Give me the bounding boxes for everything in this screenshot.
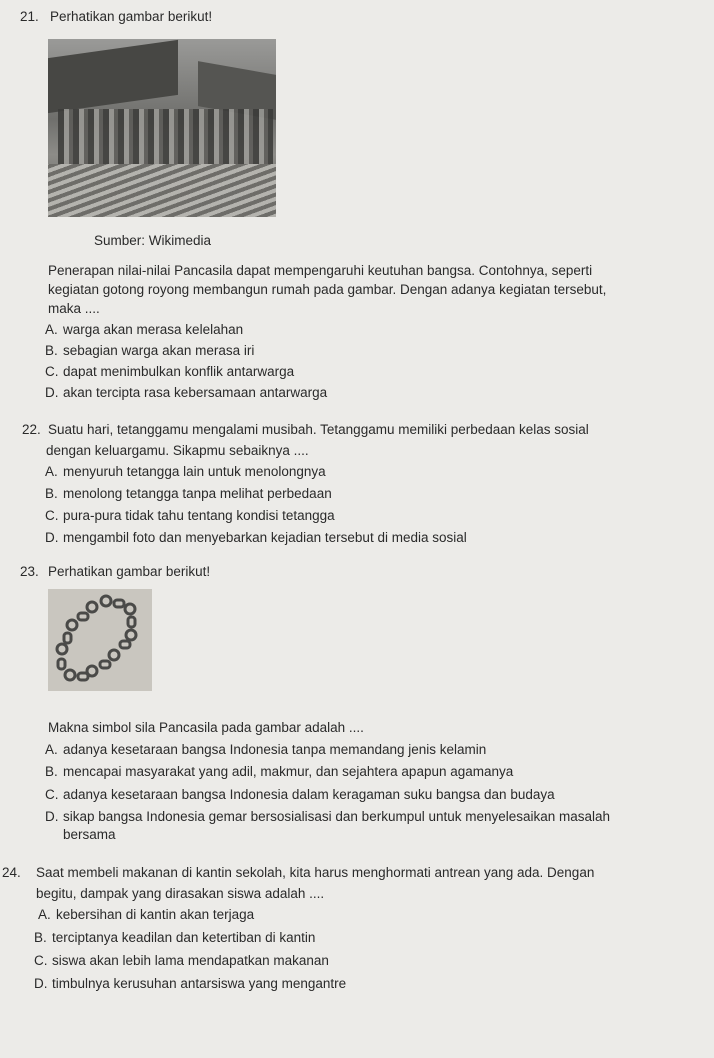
- q21-option-d-letter: D.: [45, 385, 59, 400]
- q21-option-b-letter: B.: [45, 343, 58, 358]
- q22-option-d-letter: D.: [45, 530, 59, 545]
- q24-stem-line2: begitu, dampak yang dirasakan siswa adalah ....: [36, 886, 325, 901]
- chain-emblem: [48, 589, 152, 691]
- q22-option-d[interactable]: [45, 529, 467, 546]
- q23-option-c[interactable]: [45, 786, 555, 803]
- q22-option-d-text: mengambil foto dan menyebarkan kejadian tersebut di media sosial: [63, 530, 467, 545]
- q22-stem-line2: dengan keluargamu. Sikapmu sebaiknya ....: [46, 443, 309, 458]
- q24-option-b-letter: B.: [34, 930, 47, 945]
- q22-option-c-text: pura-pura tidak tahu tentang kondisi tetangga: [63, 508, 335, 523]
- q23-option-a-text: adanya kesetaraan bangsa Indonesia tanpa memandang jenis kelamin: [63, 742, 487, 757]
- q22-number: 22.: [22, 422, 41, 437]
- q22-option-a[interactable]: [45, 463, 326, 480]
- q21-option-b[interactable]: [45, 342, 254, 359]
- q24-option-d-text: timbulnya kerusuhan antarsiswa yang mengantre: [52, 976, 347, 991]
- q23-option-a-letter: A.: [45, 742, 58, 757]
- q23-option-b-letter: B.: [45, 764, 58, 779]
- q21-option-a-letter: A.: [45, 322, 58, 337]
- q22-option-a-text: menyuruh tetangga lain untuk menolongnya: [63, 464, 326, 479]
- q23-option-d-letter: D.: [45, 809, 59, 824]
- q23-number: 23.: [20, 564, 39, 579]
- q22-option-b-text: menolong tetangga tanpa melihat perbedaan: [63, 486, 332, 501]
- q23-option-d-continued: bersama: [63, 827, 116, 842]
- q21-prompt: Perhatikan gambar berikut!: [50, 9, 213, 24]
- q21-stem-line3: maka ....: [48, 301, 100, 316]
- q21-stem-line2: kegiatan gotong royong membangun rumah pada gambar. Dengan adanya kegiatan tersebut,: [48, 282, 607, 297]
- q23-stem: Makna simbol sila Pancasila pada gambar adalah ....: [48, 720, 364, 735]
- q24-option-c-text: siswa akan lebih lama mendapatkan makanan: [52, 953, 329, 968]
- q21-source: Sumber: Wikimedia: [94, 233, 212, 248]
- q21-option-c[interactable]: [45, 363, 294, 380]
- q24-option-d-letter: D.: [34, 976, 48, 991]
- q23-option-b[interactable]: [45, 763, 513, 780]
- q24-option-a-text: kebersihan di kantin akan terjaga: [56, 907, 255, 922]
- q23-option-d-text: sikap bangsa Indonesia gemar bersosialisasi dan berkumpul untuk menyelesaikan masalah: [63, 809, 611, 824]
- q22-option-b-letter: B.: [45, 486, 58, 501]
- q22-stem-line1: Suatu hari, tetanggamu mengalami musibah. Tetanggamu memiliki perbedaan kelas sosial: [48, 422, 589, 437]
- q24-option-a[interactable]: [38, 906, 254, 923]
- q21-option-d[interactable]: [45, 384, 327, 401]
- q22-option-a-letter: A.: [45, 464, 58, 479]
- q21-option-c-text: dapat menimbulkan konflik antarwarga: [63, 364, 295, 379]
- q23-option-b-text: mencapai masyarakat yang adil, makmur, dan sejahtera apapun agamanya: [63, 764, 514, 779]
- q21-option-b-text: sebagian warga akan merasa iri: [63, 343, 255, 358]
- q24-number: 24.: [2, 865, 21, 880]
- q21-option-a-text: warga akan merasa kelelahan: [63, 322, 244, 337]
- q24-option-c-letter: C.: [34, 953, 48, 968]
- chain-icon: [48, 589, 152, 691]
- q22-option-b[interactable]: [45, 485, 332, 502]
- q21-option-a[interactable]: [45, 321, 243, 338]
- q24-option-b[interactable]: [34, 929, 315, 946]
- q23-option-d[interactable]: [45, 808, 610, 825]
- q22-option-c-letter: C.: [45, 508, 59, 523]
- q24-option-c[interactable]: [34, 952, 329, 969]
- q21-number: 21.: [20, 9, 39, 24]
- q23-option-a[interactable]: [45, 741, 486, 758]
- q21-option-c-letter: C.: [45, 364, 59, 379]
- q22-option-c[interactable]: [45, 507, 335, 524]
- q24-stem-line1: Saat membeli makanan di kantin sekolah, kita harus menghormati antrean yang ada. Dengan: [36, 865, 595, 880]
- q24-option-d[interactable]: [34, 975, 346, 992]
- q23-prompt: Perhatikan gambar berikut!: [48, 564, 211, 579]
- q21-option-d-text: akan tercipta rasa kebersamaan antarwarga: [63, 385, 328, 400]
- q21-stem-line1: Penerapan nilai-nilai Pancasila dapat mempengaruhi keutuhan bangsa. Contohnya, seperti: [48, 263, 593, 278]
- gotong-royong-photo: [48, 39, 276, 217]
- q23-option-c-letter: C.: [45, 787, 59, 802]
- q23-option-c-text: adanya kesetaraan bangsa Indonesia dalam keragaman suku bangsa dan budaya: [63, 787, 555, 802]
- q24-option-b-text: terciptanya keadilan dan ketertiban di kantin: [52, 930, 316, 945]
- q24-option-a-letter: A.: [38, 907, 51, 922]
